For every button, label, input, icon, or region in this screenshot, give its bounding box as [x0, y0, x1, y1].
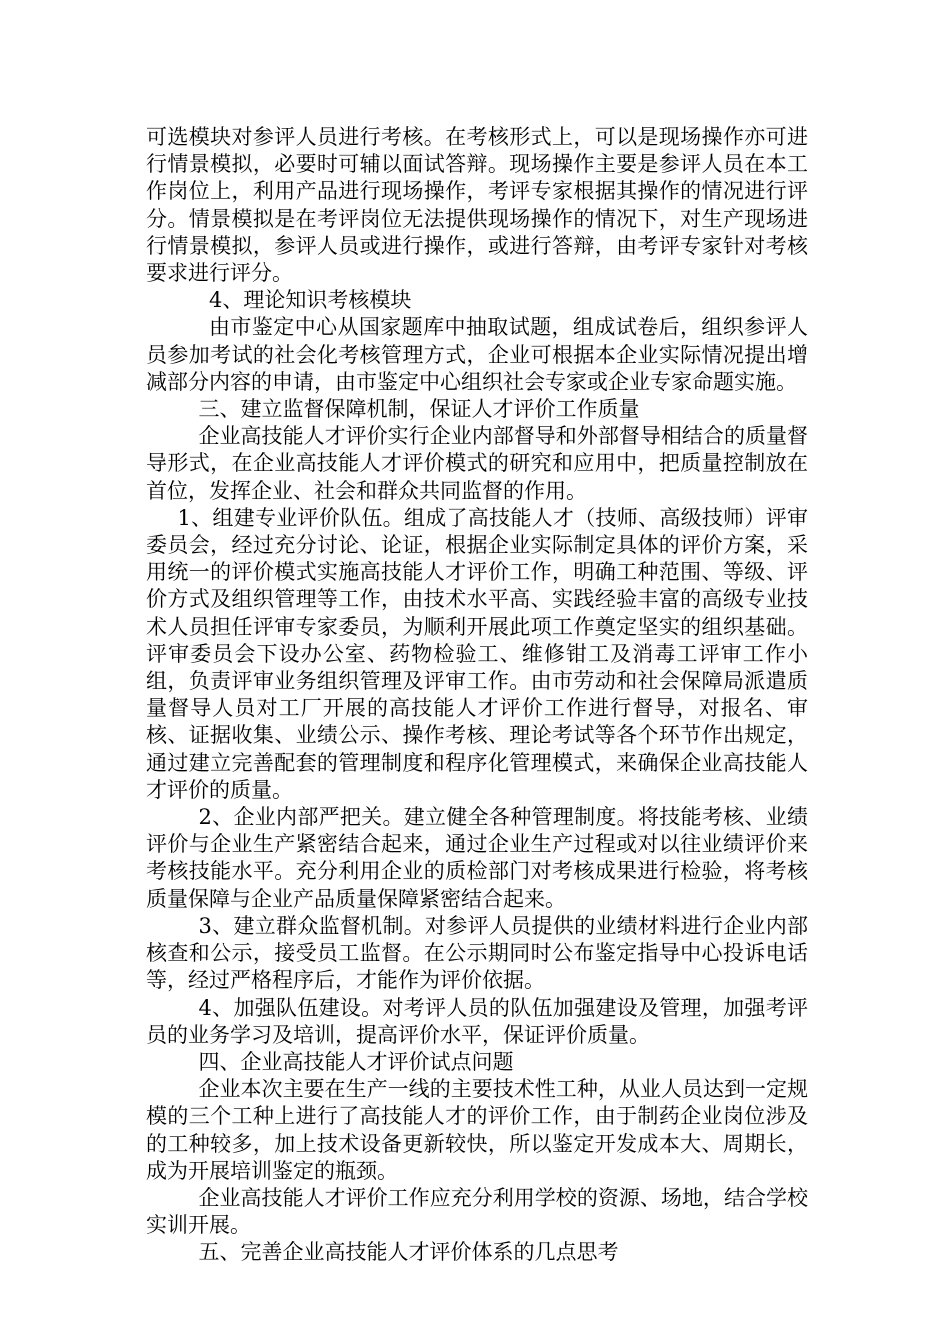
paragraph-public-supervision: 3、建立群众监督机制。对参评人员提供的业绩材料进行企业内部核查和公示，接受员工监督。在公示期同时公布鉴定指导中心投诉电话等，经过严格程序后，才能作为评价依据。 — [146, 913, 808, 993]
paragraph-internal-control: 2、企业内部严把关。建立健全各种管理制度。将技能考核、业绩评价与企业生产紧密结合起来，通过企业生产过程或对以往业绩评价来考核技能水平。充分利用企业的质检部门对考核成果进行检验，将考核质量保障与企业产品质量保障紧密结合起来。 — [146, 805, 808, 911]
document-page — [146, 124, 808, 1267]
heading-theory-module: 4、理论知识考核模块 — [209, 288, 412, 313]
paragraph-team-building: 4、加强队伍建设。对考评人员的队伍加强建设及管理，加强考评员的业务学习及培训，提高评价水平，保证评价质量。 — [146, 995, 808, 1047]
paragraph-school-resources: 企业高技能人才评价工作应充分利用学校的资源、场地，结合学校实训开展。 — [146, 1185, 808, 1238]
paragraph-assessment-modes: 可选模块对参评人员进行考核。在考核形式上，可以是现场操作亦可进行情景模拟，必要时可辅以面试答辩。现场操作主要是参评人员在本工作岗位上，利用产品进行现场操作，考评专家根据其操作的情况进行评分。情景模拟是在考评岗位无法提供现场操作的情况下，对生产现场进行情景模拟，参评人员或进行操作，或进行答辩，由考评专家针对考核要求进行评分。 — [146, 125, 808, 286]
paragraph-pilot-issues: 企业本次主要在生产一线的主要技术性工种，从业人员达到一定规模的三个工种上进行了高技能人才的评价工作，由于制药企业岗位涉及的工种较多，加上技术设备更新较快，所以鉴定开发成本大、周期长，成为开展培训鉴定的瓶颈。 — [146, 1077, 808, 1183]
paragraph-quality-supervision: 企业高技能人才评价实行企业内部督导和外部督导相结合的质量督导形式，在企业高技能人才评价模式的研究和应用中，把质量控制放在首位，发挥企业、社会和群众共同监督的作用。 — [146, 424, 808, 503]
paragraph-evaluation-team: 1、组建专业评价队伍。组成了高技能人才（技师、高级技师）评审委员会，经过充分讨论、论证，根据企业实际制定具体的评价方案，采用统一的评价模式实施高技能人才评价工作，明确工种范围、等级、评价方式及组织管理等工作，由技术水平高、实践经验丰富的高级专业技术人员担任评审专家委员，为顺利开展此项工作奠定坚实的组织基础。评审委员会下设办公室、药物检验工、维修钳工及消毒工评审工作小组，负责评审业务组织管理及评审工作。由市劳动和社会保障局派遣质量督导人员对工厂开展的高技能人才评价工作进行督导，对报名、审核、证据收集、业绩公示、操作考核、理论考试等各个环节作出规定，通过建立完善配套的管理制度和程序化管理模式，来确保企业高技能人才评价的质量。 — [146, 505, 808, 802]
heading-section-five: 五、完善企业高技能人才评价体系的几点思考 — [198, 1240, 619, 1265]
heading-section-four: 四、企业高技能人才评价试点问题 — [198, 1049, 514, 1074]
heading-section-three: 三、建立监督保障机制，保证人才评价工作质量 — [198, 397, 640, 422]
paragraph-theory-module: 由市鉴定中心从国家题库中抽取试题，组成试卷后，组织参评人员参加考试的社会化考核管理方式，企业可根据本企业实际情况提出增减部分内容的申请，由市鉴定中心组织社会专家或企业专家命题实施。 — [146, 315, 808, 394]
